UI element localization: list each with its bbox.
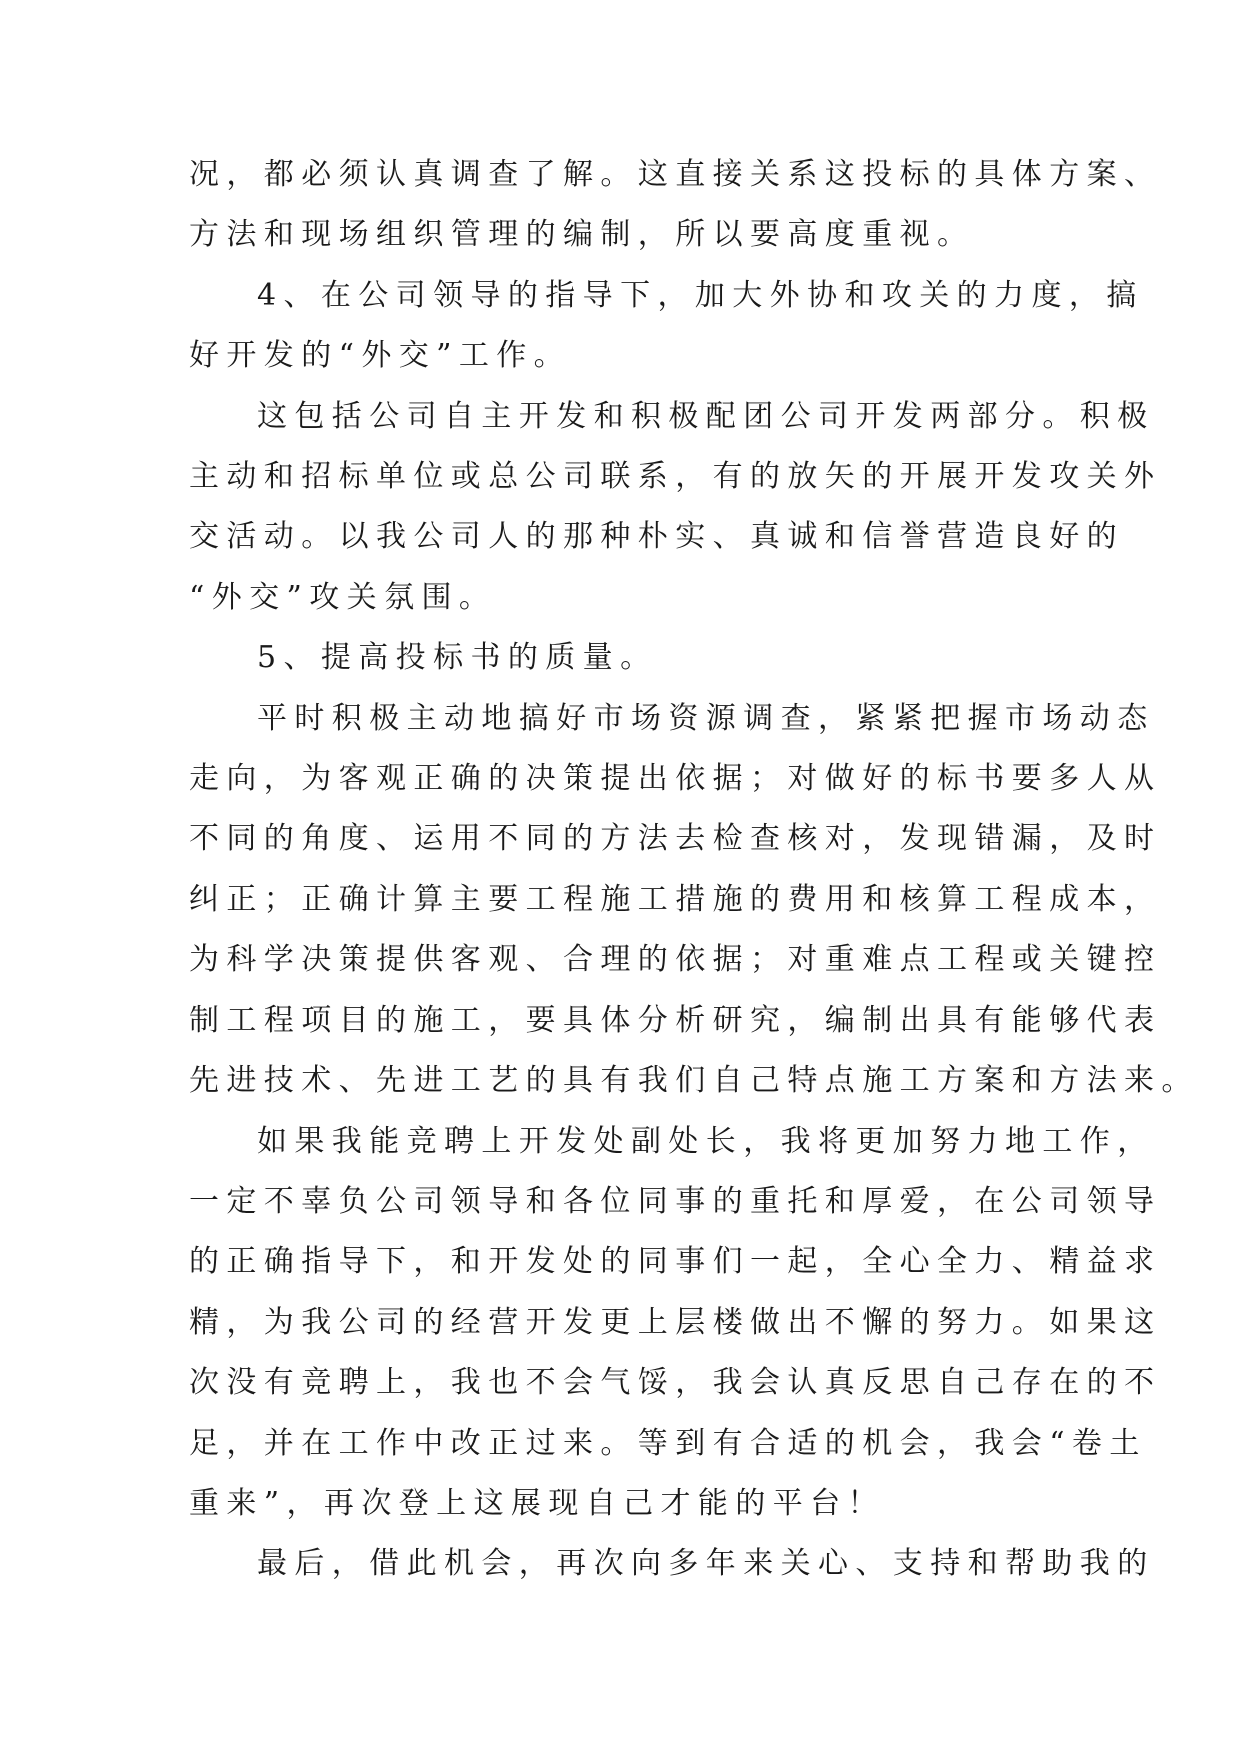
paragraph-1 (189, 145, 1162, 266)
paragraph-6-continued (189, 1172, 1162, 1534)
text-line: 主动和招标单位或总公司联系，有的放矢的开展开发攻关外 (189, 459, 1162, 495)
text-line: 重来”，再次登上这展现自己才能的平台！ (189, 1485, 885, 1521)
text-line: “外交”攻关氛围。 (189, 579, 497, 615)
text-line: 次没有竞聘上，我也不会气馁，我会认真反思自己存在的不 (189, 1365, 1162, 1401)
text-line: 如果我能竞聘上开发处副处长，我将更加努力地工作， (257, 1123, 1155, 1159)
text-line: 方法和现场组织管理的编制，所以要高度重视。 (189, 217, 975, 253)
text-line: 4、在公司领导的指导下，加大外协和攻关的力度，搞 (257, 277, 1144, 313)
text-line: 5、提高投标书的质量。 (257, 640, 658, 676)
paragraph-5 (189, 689, 1155, 749)
text-line: 制工程项目的施工，要具体分析研究，编制出具有能够代表 (189, 1002, 1162, 1038)
text-line: 足，并在工作中改正过来。等到有合适的机会，我会“卷土 (189, 1425, 1147, 1461)
text-line: 况，都必须认真调查了解。这直接关系这投标的具体方案、 (189, 157, 1162, 192)
text-line: 纠正；正确计算主要工程施工措施的费用和核算工程成本， (189, 881, 1162, 917)
text-line: 走向，为客观正确的决策提出依据；对做好的标书要多人从 (189, 761, 1162, 797)
paragraph-7 (189, 1534, 1155, 1594)
paragraph-5-continued (189, 749, 1199, 1111)
text-line: 为科学决策提供客观、合理的依据；对重难点工程或关键控 (189, 942, 1162, 978)
paragraph-2-continued (189, 326, 1061, 386)
text-line: 好开发的“外交”工作。 (189, 338, 572, 374)
text-line: 先进技术、先进工艺的具有我们自己特点施工方案和方法来。 (189, 1063, 1199, 1099)
text-line: 最后，借此机会，再次向多年来关心、支持和帮助我的 (257, 1546, 1155, 1582)
document-body (189, 145, 1199, 1595)
text-line: 不同的角度、运用不同的方法去检查核对，发现错漏，及时 (189, 821, 1162, 857)
text-line: 精，为我公司的经营开发更上层楼做出不懈的努力。如果这 (189, 1304, 1162, 1340)
paragraph-6 (189, 1112, 1155, 1172)
text-line: 这包括公司自主开发和积极配团公司开发两部分。积极 (257, 398, 1155, 434)
text-line: 交活动。以我公司人的那种朴实、真诚和信誉营造良好的 (189, 519, 1124, 555)
paragraph-3 (189, 387, 1155, 447)
text-line: 的正确指导下，和开发处的同事们一起，全心全力、精益求 (189, 1244, 1162, 1280)
paragraph-4 (189, 628, 1061, 688)
paragraph-3-continued (189, 447, 1162, 628)
text-line: 平时积极主动地搞好市场资源调查，紧紧把握市场动态 (257, 700, 1155, 736)
paragraph-2 (189, 266, 1144, 326)
text-line: 一定不辜负公司领导和各位同事的重托和厚爱，在公司领导 (189, 1183, 1162, 1219)
